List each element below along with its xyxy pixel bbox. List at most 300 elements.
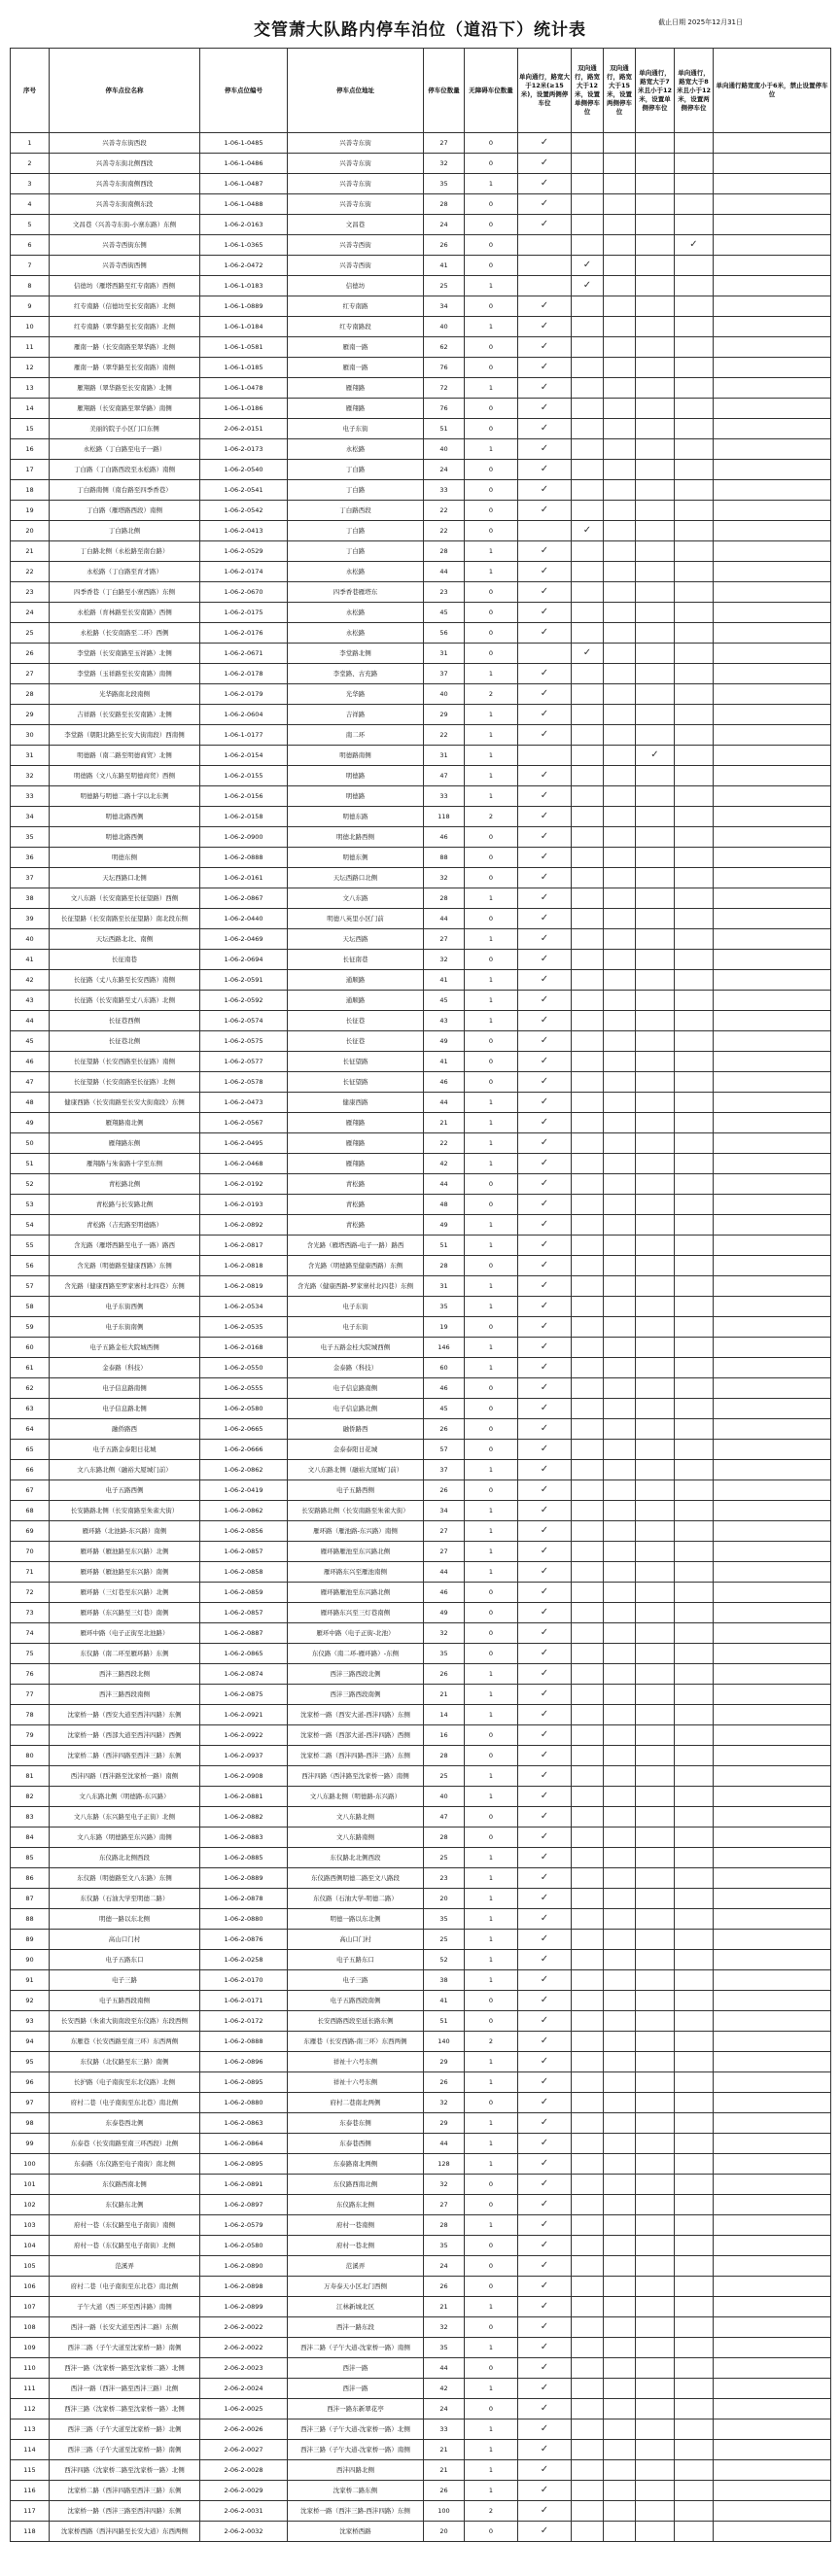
row-code: 1-06-2-0895 — [200, 2072, 288, 2093]
row-std-1 — [518, 1011, 572, 1031]
row-std-3 — [604, 1480, 636, 1501]
row-code: 2-06-2-0022 — [200, 2317, 288, 2338]
check-mark-icon: ✓ — [540, 2219, 549, 2230]
row-address: 李堂路、古充路 — [288, 664, 424, 684]
row-std-1 — [518, 1358, 572, 1378]
row-std-5 — [675, 1970, 714, 1991]
row-std-3 — [604, 888, 636, 909]
row-std-3 — [604, 1440, 636, 1460]
row-std-4 — [636, 991, 675, 1011]
row-name: 电子三路 — [50, 1970, 200, 1991]
row-index: 54 — [11, 1215, 50, 1236]
table-row — [11, 1154, 831, 1174]
row-std-3 — [604, 1868, 636, 1889]
row-index: 101 — [11, 2175, 50, 2195]
row-std-4 — [636, 399, 675, 419]
row-std-5 — [675, 1195, 714, 1215]
row-name: 美丽的院子小区门口东侧 — [50, 419, 200, 439]
check-mark-icon: ✓ — [540, 300, 549, 311]
table-row — [11, 1093, 831, 1113]
row-address: 电子东街 — [288, 1317, 424, 1338]
row-name: 明德一路以东北侧 — [50, 1909, 200, 1930]
row-count: 32 — [424, 868, 465, 888]
deadline-note: 截止日期 2025年12月31日 — [658, 18, 743, 26]
check-mark-icon: ✓ — [540, 627, 549, 638]
row-name: 明德路（南二路至明德商贸）北侧 — [50, 746, 200, 766]
row-std-1 — [518, 1093, 572, 1113]
check-mark-icon: ✓ — [540, 1974, 549, 1985]
table-row — [11, 2195, 831, 2215]
table-row — [11, 950, 831, 970]
row-count: 25 — [424, 276, 465, 296]
row-std-5 — [675, 1399, 714, 1419]
table-row — [11, 746, 831, 766]
row-code: 1-06-2-0899 — [200, 2297, 288, 2317]
table-row — [11, 337, 831, 358]
row-std-2 — [572, 1705, 604, 1725]
row-std-3 — [604, 827, 636, 848]
header-address: 停车点位地址 — [288, 49, 424, 133]
row-barrier-free: 1 — [465, 888, 518, 909]
check-mark-icon: ✓ — [540, 1872, 549, 1883]
check-mark-icon: ✓ — [540, 1280, 549, 1291]
row-code: 2-06-2-0151 — [200, 419, 288, 439]
row-std-6 — [714, 2522, 831, 2542]
row-std-6 — [714, 1276, 831, 1297]
row-std-2 — [572, 1950, 604, 1970]
table-row — [11, 807, 831, 827]
row-name: 西沣三路（子午大道至沈家桥一路）北侧 — [50, 2419, 200, 2440]
header-code: 停车点位编号 — [200, 49, 288, 133]
row-code: 1-06-1-0488 — [200, 194, 288, 215]
row-std-1 — [518, 2052, 572, 2072]
row-code: 1-06-2-0665 — [200, 1419, 288, 1440]
row-code: 1-06-2-0818 — [200, 1256, 288, 1276]
row-name: 长安西路（朱雀大街南段至东仪路）东段西侧 — [50, 2011, 200, 2032]
row-barrier-free: 1 — [465, 1460, 518, 1480]
check-mark-icon: ✓ — [540, 1852, 549, 1862]
row-std-1 — [518, 296, 572, 317]
row-name: 西沣三路（沈家桥二路至沈家桥一路）北侧 — [50, 2399, 200, 2419]
row-std-5 — [675, 2195, 714, 2215]
row-std-5 — [675, 664, 714, 684]
row-code: 1-06-2-0258 — [200, 1950, 288, 1970]
row-std-2 — [572, 2277, 604, 2297]
row-std-1 — [518, 1970, 572, 1991]
row-address: 金泰路（科技） — [288, 1358, 424, 1378]
row-code: 1-06-2-0694 — [200, 950, 288, 970]
row-std-3 — [604, 419, 636, 439]
row-code: 1-06-1-0184 — [200, 317, 288, 337]
row-name: 电子东街南侧 — [50, 1317, 200, 1338]
row-std-2 — [572, 664, 604, 684]
row-std-2 — [572, 1542, 604, 1562]
row-std-4 — [636, 174, 675, 194]
row-std-3 — [604, 664, 636, 684]
row-barrier-free: 0 — [465, 2317, 518, 2338]
row-barrier-free: 1 — [465, 1093, 518, 1113]
row-std-6 — [714, 1419, 831, 1440]
row-index: 84 — [11, 1828, 50, 1848]
row-code: 1-06-2-0473 — [200, 1093, 288, 1113]
row-code: 1-06-2-0891 — [200, 2175, 288, 2195]
row-std-2 — [572, 2419, 604, 2440]
row-std-5 — [675, 644, 714, 664]
row-std-2 — [572, 2256, 604, 2277]
row-count: 35 — [424, 1297, 465, 1317]
check-mark-icon: ✓ — [540, 2342, 549, 2352]
row-code: 2-06-2-0027 — [200, 2440, 288, 2460]
row-std-5 — [675, 623, 714, 644]
row-std-1 — [518, 1705, 572, 1725]
row-code: 2-06-2-0022 — [200, 2338, 288, 2358]
row-std-2 — [572, 235, 604, 256]
row-count: 100 — [424, 2501, 465, 2522]
row-index: 105 — [11, 2256, 50, 2277]
row-count: 26 — [424, 2481, 465, 2501]
check-mark-icon: ✓ — [540, 464, 549, 474]
row-std-5 — [675, 1297, 714, 1317]
row-std-3 — [604, 1664, 636, 1685]
row-count: 25 — [424, 1766, 465, 1787]
row-name: 西沣三路西段南侧 — [50, 1685, 200, 1705]
row-std-3 — [604, 133, 636, 154]
row-index: 27 — [11, 664, 50, 684]
row-barrier-free: 0 — [465, 480, 518, 501]
row-count: 45 — [424, 991, 465, 1011]
row-address: 吉祥路 — [288, 705, 424, 725]
row-name: 文八东路（东兴路至电子正街）北侧 — [50, 1807, 200, 1828]
table-row — [11, 1623, 831, 1644]
row-std-2 — [572, 888, 604, 909]
row-std-3 — [604, 154, 636, 174]
row-std-2 — [572, 1807, 604, 1828]
row-count: 21 — [424, 2297, 465, 2317]
row-count: 49 — [424, 1603, 465, 1623]
check-mark-icon: ✓ — [540, 607, 549, 617]
row-std-1 — [518, 1909, 572, 1930]
row-std-5 — [675, 296, 714, 317]
row-std-4 — [636, 1256, 675, 1276]
row-barrier-free: 1 — [465, 439, 518, 460]
row-count: 51 — [424, 1236, 465, 1256]
row-address: 青松路 — [288, 1195, 424, 1215]
check-mark-icon: ✓ — [540, 892, 549, 903]
check-mark-icon: ✓ — [540, 1464, 549, 1475]
check-mark-icon: ✓ — [540, 1913, 549, 1924]
row-index: 36 — [11, 848, 50, 868]
header-std-4: 单向通行，路宽大于7米且小于12米，设置单侧停车位 — [636, 49, 675, 133]
row-std-4 — [636, 1603, 675, 1623]
row-std-3 — [604, 1133, 636, 1154]
check-mark-icon: ✓ — [540, 1566, 549, 1577]
row-std-2 — [572, 2052, 604, 2072]
row-barrier-free: 1 — [465, 991, 518, 1011]
row-std-1 — [518, 1154, 572, 1174]
row-std-6 — [714, 1317, 831, 1338]
row-std-6 — [714, 154, 831, 174]
row-count: 40 — [424, 439, 465, 460]
row-barrier-free: 1 — [465, 2154, 518, 2175]
row-std-3 — [604, 1725, 636, 1746]
row-code: 1-06-2-0472 — [200, 256, 288, 276]
row-std-6 — [714, 1052, 831, 1072]
row-std-5 — [675, 501, 714, 521]
row-std-4 — [636, 2277, 675, 2297]
check-mark-icon: ✓ — [540, 1933, 549, 1944]
row-address: 含光路（雁塔西路-电子一路）路西 — [288, 1236, 424, 1256]
row-count: 76 — [424, 399, 465, 419]
row-code: 1-06-2-0495 — [200, 1133, 288, 1154]
row-std-2 — [572, 1440, 604, 1460]
row-code: 1-06-1-0478 — [200, 378, 288, 399]
row-index: 40 — [11, 929, 50, 950]
row-std-2 — [572, 746, 604, 766]
row-std-2 — [572, 1991, 604, 2011]
row-std-1 — [518, 399, 572, 419]
table-row — [11, 1399, 831, 1419]
document-title: 交管萧大队路内停车泊位（道沿下）统计表 — [254, 20, 586, 40]
row-std-2 — [572, 2501, 604, 2522]
row-std-1 — [518, 1562, 572, 1583]
row-count: 41 — [424, 970, 465, 991]
row-std-6 — [714, 2358, 831, 2379]
check-mark-icon: ✓ — [540, 198, 549, 209]
row-index: 21 — [11, 541, 50, 562]
row-std-5 — [675, 2093, 714, 2113]
row-code: 1-06-2-0878 — [200, 1889, 288, 1909]
row-name: 四季香巷（丁白路至小寨西路）东侧 — [50, 582, 200, 603]
row-index: 60 — [11, 1338, 50, 1358]
row-count: 40 — [424, 684, 465, 705]
row-std-2 — [572, 1480, 604, 1501]
row-barrier-free: 0 — [465, 215, 518, 235]
row-std-5 — [675, 276, 714, 296]
row-std-6 — [714, 950, 831, 970]
row-std-2 — [572, 2093, 604, 2113]
row-index: 111 — [11, 2379, 50, 2399]
row-std-3 — [604, 1787, 636, 1807]
row-std-5 — [675, 1072, 714, 1093]
row-std-4 — [636, 2134, 675, 2154]
row-std-6 — [714, 1501, 831, 1521]
row-address: 信德坊 — [288, 276, 424, 296]
row-std-2 — [572, 1868, 604, 1889]
row-std-5 — [675, 1807, 714, 1828]
row-code: 2-06-2-0032 — [200, 2522, 288, 2542]
row-count: 46 — [424, 827, 465, 848]
table-row — [11, 1644, 831, 1664]
row-std-5 — [675, 317, 714, 337]
row-std-4 — [636, 705, 675, 725]
row-std-5 — [675, 807, 714, 827]
row-name: 长护路（电子南街至东北仪路）北侧 — [50, 2072, 200, 2093]
row-std-6 — [714, 1705, 831, 1725]
table-row — [11, 1746, 831, 1766]
check-mark-icon: ✓ — [540, 1607, 549, 1618]
table-row — [11, 399, 831, 419]
row-std-6 — [714, 317, 831, 337]
row-index: 73 — [11, 1603, 50, 1623]
row-code: 1-06-2-0875 — [200, 1685, 288, 1705]
row-code: 1-06-2-0161 — [200, 868, 288, 888]
check-mark-icon: ✓ — [540, 2240, 549, 2250]
row-address: 雁环路雁池至东兴路北侧 — [288, 1542, 424, 1562]
row-std-6 — [714, 623, 831, 644]
row-name: 东仪路（南二环至雁环路）东侧 — [50, 1644, 200, 1664]
row-code: 1-06-2-0890 — [200, 2256, 288, 2277]
check-mark-icon: ✓ — [540, 1035, 549, 1046]
check-mark-icon: ✓ — [540, 586, 549, 597]
row-std-6 — [714, 439, 831, 460]
row-code: 1-06-1-0485 — [200, 133, 288, 154]
row-std-6 — [714, 256, 831, 276]
row-barrier-free: 0 — [465, 2522, 518, 2542]
row-count: 21 — [424, 1685, 465, 1705]
row-std-3 — [604, 501, 636, 521]
row-std-1 — [518, 460, 572, 480]
row-std-3 — [604, 2236, 636, 2256]
row-name: 信德坊（雁塔西路至红专南路）西侧 — [50, 276, 200, 296]
row-barrier-free: 1 — [465, 2052, 518, 2072]
row-code: 1-06-2-0883 — [200, 1828, 288, 1848]
row-std-6 — [714, 1031, 831, 1052]
table-row — [11, 317, 831, 337]
row-std-5 — [675, 684, 714, 705]
row-name: 青松路北侧 — [50, 1174, 200, 1195]
row-std-6 — [714, 1644, 831, 1664]
row-std-3 — [604, 562, 636, 582]
row-std-2 — [572, 2481, 604, 2501]
row-std-1 — [518, 1460, 572, 1480]
row-code: 1-06-2-0592 — [200, 991, 288, 1011]
row-std-3 — [604, 1338, 636, 1358]
row-std-1 — [518, 439, 572, 460]
table-row — [11, 888, 831, 909]
row-barrier-free: 1 — [465, 1133, 518, 1154]
row-std-6 — [714, 2379, 831, 2399]
row-address: 永松路 — [288, 439, 424, 460]
row-std-5 — [675, 2338, 714, 2358]
row-index: 97 — [11, 2093, 50, 2113]
row-std-5 — [675, 2072, 714, 2093]
row-std-1 — [518, 1930, 572, 1950]
row-std-6 — [714, 1970, 831, 1991]
row-index: 96 — [11, 2072, 50, 2093]
row-std-6 — [714, 664, 831, 684]
row-std-2 — [572, 1889, 604, 1909]
row-code: 1-06-2-0580 — [200, 2236, 288, 2256]
check-mark-icon: ✓ — [540, 1199, 549, 1209]
row-index: 5 — [11, 215, 50, 235]
row-code: 1-06-2-0178 — [200, 664, 288, 684]
row-std-6 — [714, 2134, 831, 2154]
check-mark-icon: ✓ — [540, 2199, 549, 2210]
row-count: 31 — [424, 1276, 465, 1297]
row-address: 永松路 — [288, 603, 424, 623]
row-address: 电子五路东口 — [288, 1950, 424, 1970]
check-mark-icon: ✓ — [540, 729, 549, 740]
row-count: 14 — [424, 1705, 465, 1725]
row-std-1 — [518, 2215, 572, 2236]
row-std-4 — [636, 562, 675, 582]
row-count: 27 — [424, 1521, 465, 1542]
table-row — [11, 194, 831, 215]
table-row — [11, 1787, 831, 1807]
row-std-3 — [604, 1195, 636, 1215]
row-std-4 — [636, 378, 675, 399]
row-address: 雁环路东兴至雁池南侧 — [288, 1562, 424, 1583]
row-std-2 — [572, 2460, 604, 2481]
row-index: 25 — [11, 623, 50, 644]
row-address: 电子信息路南侧 — [288, 1378, 424, 1399]
row-std-4 — [636, 1236, 675, 1256]
table-row — [11, 2522, 831, 2542]
row-std-5 — [675, 439, 714, 460]
row-std-5 — [675, 2460, 714, 2481]
row-std-4 — [636, 1113, 675, 1133]
row-code: 1-06-2-0580 — [200, 1399, 288, 1419]
row-count: 24 — [424, 2256, 465, 2277]
row-std-1 — [518, 2032, 572, 2052]
row-name: 长征路（丈八东路至长安西路）南侧 — [50, 970, 200, 991]
row-std-2 — [572, 480, 604, 501]
row-index: 35 — [11, 827, 50, 848]
row-std-1 — [518, 991, 572, 1011]
row-std-6 — [714, 1562, 831, 1583]
row-name: 电子五路西侧 — [50, 1480, 200, 1501]
row-std-5 — [675, 215, 714, 235]
row-std-4 — [636, 1338, 675, 1358]
row-barrier-free: 0 — [465, 1440, 518, 1460]
row-std-2 — [572, 2358, 604, 2379]
row-std-4 — [636, 1623, 675, 1644]
row-index: 98 — [11, 2113, 50, 2134]
row-name: 府村一巷（东仪路至电子南街）南侧 — [50, 2215, 200, 2236]
row-code: 1-06-1-0177 — [200, 725, 288, 746]
row-address: 西沣四路（西沣路至沈家桥一路）南侧 — [288, 1766, 424, 1787]
check-mark-icon: ✓ — [540, 382, 549, 393]
table-row — [11, 2501, 831, 2522]
row-address: 明德一路以东北侧 — [288, 1909, 424, 1930]
row-std-6 — [714, 2501, 831, 2522]
row-index: 94 — [11, 2032, 50, 2052]
row-std-2 — [572, 1093, 604, 1113]
row-std-6 — [714, 2256, 831, 2277]
row-code: 1-06-2-0540 — [200, 460, 288, 480]
row-std-4 — [636, 1909, 675, 1930]
row-barrier-free: 0 — [465, 399, 518, 419]
row-name: 沈家桥一路（西安大道至西沣四路）东侧 — [50, 1705, 200, 1725]
table-row — [11, 1848, 831, 1868]
check-mark-icon: ✓ — [540, 974, 549, 985]
row-std-1 — [518, 786, 572, 807]
row-std-1 — [518, 2419, 572, 2440]
row-code: 2-06-2-0026 — [200, 2419, 288, 2440]
table-row — [11, 991, 831, 1011]
row-address: 东仪路东北侧 — [288, 2195, 424, 2215]
table-row — [11, 1276, 831, 1297]
row-address: 雁环中路（电子正街-北池） — [288, 1623, 424, 1644]
row-count: 32 — [424, 1623, 465, 1644]
row-name: 电子信息路南侧 — [50, 1378, 200, 1399]
row-name: 雁翔路（翠华路至长安南路）北侧 — [50, 378, 200, 399]
row-std-5 — [675, 1440, 714, 1460]
row-std-2 — [572, 337, 604, 358]
row-std-5 — [675, 562, 714, 582]
row-index: 37 — [11, 868, 50, 888]
row-std-3 — [604, 2379, 636, 2399]
